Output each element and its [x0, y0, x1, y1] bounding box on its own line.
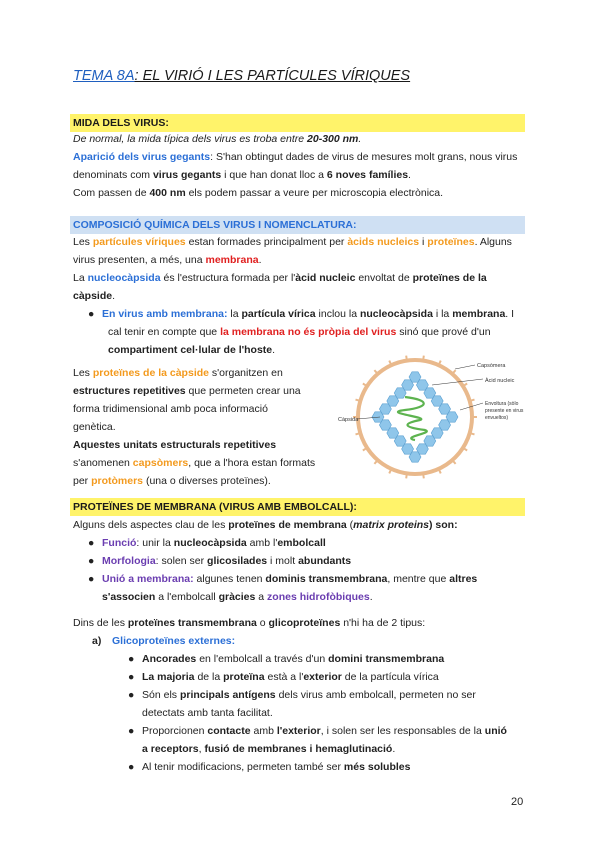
- spike-icon: [356, 433, 361, 434]
- spike-icon: [452, 370, 455, 374]
- spike-icon: [406, 473, 407, 478]
- bullet-icon: ●: [128, 761, 135, 773]
- capsomer-icon: [402, 380, 414, 390]
- bullet-icon: ●: [88, 308, 95, 320]
- membrane-intro: Alguns dels aspectes clau de les proteïnes de membrana (matrix proteins) son:: [73, 519, 458, 531]
- label-envelope-1: Envoltura (sòlo: [485, 401, 519, 407]
- list-item: ● Al tenir modificacions, permeten també ser més solubles: [128, 758, 528, 776]
- page-number: 20: [511, 796, 524, 808]
- spike-icon: [423, 473, 424, 478]
- spike-icon: [406, 356, 407, 361]
- composition-bullet: ● En virus amb membrana: la partícula vírica inclou la nucleocàpsida i la membrana. I cal tenir en compte que la membrana no és pròpia del virus sinó que prové d'un compartiment cel·lular de l'hoste.: [88, 305, 528, 359]
- list-item: ● Són els principals antígens dels virus amb embolcall, permeten no ser: [128, 686, 528, 704]
- label-capsomer: Capsòmera: [477, 363, 506, 369]
- external-glycoproteins-list: ● Ancorades en l'embolcall a través d'un domini transmembrana ● La majoria de la proteïna està a l'exterior de la partícula vírica ● Són els principals antígens dels virus amb embolcall, permeten no ser detectats amb tanta facilitat. ● Proporcionen contacte amb l'exterior, i solen ser les responsables de la unió a receptors, fusió de membranes i hemaglutinació. ● Al tenir modificacions, permeten també ser més solubles: [128, 650, 528, 776]
- page-title: TEMA 8A: EL VIRIÓ I LES PARTÍCULES VÍRIQUES: [73, 68, 411, 84]
- list-item: ● Proporcionen contacte amb l'exterior, i solen ser les responsables de la unió: [128, 722, 528, 740]
- bullet-icon: ●: [88, 555, 95, 567]
- label-envelope-2: presente en virus: [485, 408, 524, 414]
- composition-paragraph: Les partícules víriques estan formades principalment per àcids nucleics i proteïnes. Alguns virus presenten, a més, una membrana. La nucleocàpsida és l'estructura formada per l'àcid nucleic envoltat de proteïnes de la càpside.: [73, 236, 512, 302]
- label-nucleic-acid: Àcid nucleic: [485, 378, 515, 384]
- bullet-icon: ●: [128, 671, 135, 683]
- bullet-icon: ●: [88, 573, 95, 585]
- bullet-icon: ●: [128, 653, 135, 665]
- section-heading-membrane-proteins: PROTEÏNES DE MEMBRANA (VIRUS AMB EMBOLCALL):: [70, 498, 525, 516]
- transmembrane-intro: Dins de les proteïnes transmembrana o glicoproteïnes n'hi ha de 2 tipus:: [73, 617, 426, 629]
- section-heading-composition: COMPOSICIÓ QUÍMICA DELS VIRUS I NOMENCLATURA:: [70, 216, 525, 234]
- list-item: ● Unió a membrana: algunes tenen dominis transmembrana, mentre que altres: [88, 570, 528, 588]
- label-envelope-3: envueltos): [485, 415, 509, 421]
- spike-icon: [423, 356, 424, 361]
- list-item: ● Funció: unir la nucleocàpsida amb l'embolcall: [88, 534, 528, 552]
- bullet-icon: ●: [128, 725, 135, 737]
- bullet-icon: ●: [128, 689, 135, 701]
- spike-icon: [452, 460, 455, 464]
- capsid-paragraph: Les proteïnes de la càpside s'organitzen en estructures repetitives que permeten crear una forma tridimensional amb poca informació genètica. Aquestes unitats estructurals repetitives s'anomenen capsòmers, que a l'hora estan formats per protòmers (una o diverses proteïnes).: [73, 367, 316, 487]
- list-item: ● Morfologia: solen ser glicosilades i molt abundants: [88, 552, 528, 570]
- spike-icon: [470, 400, 475, 401]
- spike-icon: [374, 460, 377, 464]
- external-glycoproteins-heading: a) Glicoproteïnes externes:: [92, 635, 236, 647]
- virus-diagram: [335, 355, 535, 485]
- spike-icon: [470, 433, 475, 434]
- list-item: ● La majoria de la proteïna està a l'exterior de la partícula vírica: [128, 668, 528, 686]
- list-item: ● Ancorades en l'embolcall a través d'un domini transmembrana: [128, 650, 528, 668]
- size-paragraph: De normal, la mida típica dels virus es troba entre 20-300 nm. Aparició dels virus gegants: S'han obtingut dades de virus de mesures molt grans, nous virus denominats com virus gegants i que han donat lloc a 6 noves famílies. Com passen de 400 nm els podem passar a veure per microscopia electrònica.: [73, 133, 518, 199]
- section-heading-size: MIDA DELS VIRUS:: [70, 114, 525, 132]
- label-capsid: Càpsida: [338, 417, 359, 423]
- spike-icon: [374, 370, 377, 374]
- spike-icon: [356, 400, 361, 401]
- bullet-icon: ●: [88, 537, 95, 549]
- membrane-bullets: ● Funció: unir la nucleocàpsida amb l'embolcall ● Morfologia: solen ser glicosilades i molt abundants ● Unió a membrana: algunes tenen dominis transmembrana, mentre que altres s'associen a l'embolcall gràcies a zones hidrofòbiques.: [88, 534, 528, 606]
